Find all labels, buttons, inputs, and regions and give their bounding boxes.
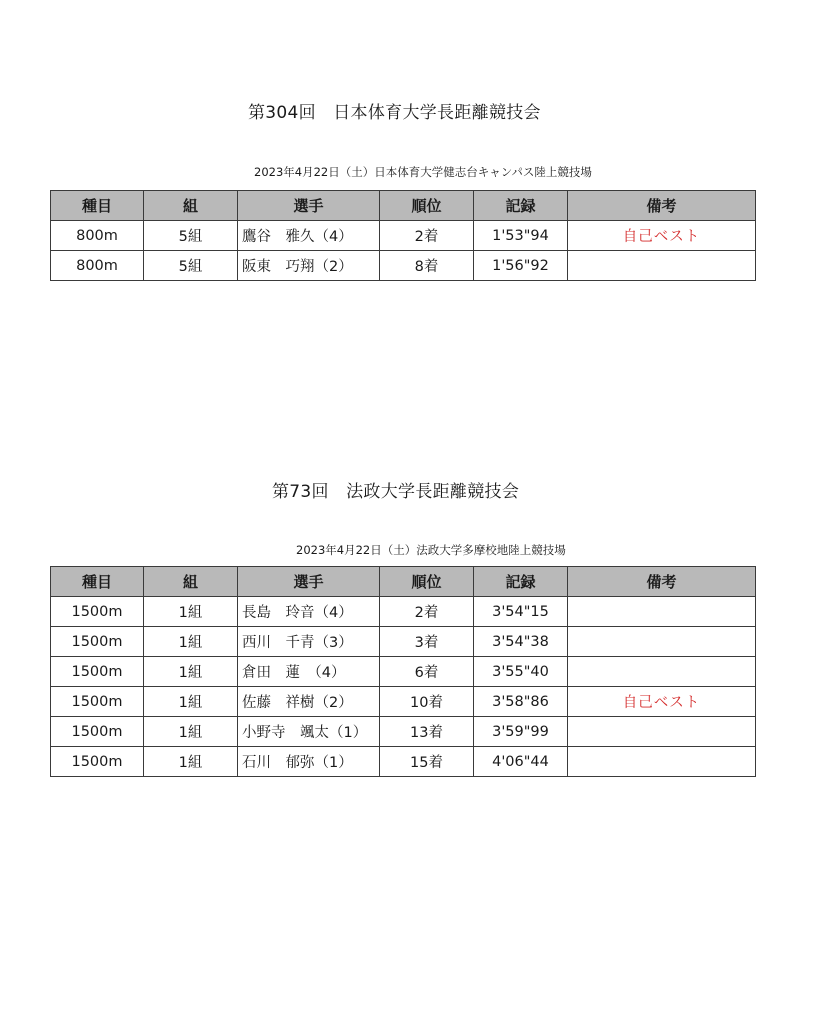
header-heat: 組 bbox=[144, 567, 238, 597]
table-row bbox=[51, 221, 756, 251]
record-cell: 1'56"92 bbox=[474, 251, 568, 281]
athlete-cell: 西川 千青（3） bbox=[238, 627, 380, 657]
note-cell bbox=[568, 657, 756, 687]
table-row bbox=[51, 597, 756, 627]
meet-title: 第73回 法政大学長距離競技会 bbox=[272, 482, 520, 502]
record-cell: 3'58"86 bbox=[474, 687, 568, 717]
header-record: 記録 bbox=[474, 191, 568, 221]
event-cell: 1500m bbox=[51, 717, 144, 747]
record-cell: 4'06"44 bbox=[474, 747, 568, 777]
place-cell: 3着 bbox=[380, 627, 474, 657]
heat-cell: 5組 bbox=[144, 251, 238, 281]
table-row bbox=[51, 717, 756, 747]
header-place: 順位 bbox=[380, 191, 474, 221]
header-event: 種目 bbox=[51, 567, 144, 597]
header-place: 順位 bbox=[380, 567, 474, 597]
header-heat: 組 bbox=[144, 191, 238, 221]
header-record: 記録 bbox=[474, 567, 568, 597]
header-athlete: 選手 bbox=[238, 567, 380, 597]
header-event: 種目 bbox=[51, 191, 144, 221]
meet-venue: 2023年4月22日（土）法政大学多摩校地陸上競技場 bbox=[296, 543, 566, 557]
meet-venue: 2023年4月22日（土）日本体育大学健志台キャンパス陸上競技場 bbox=[254, 165, 592, 179]
athlete-cell: 倉田 蓮 （4） bbox=[238, 657, 380, 687]
heat-cell: 1組 bbox=[144, 657, 238, 687]
meet-title: 第304回 日本体育大学長距離競技会 bbox=[248, 103, 541, 123]
athlete-cell: 鷹谷 雅久（4） bbox=[238, 221, 380, 251]
place-cell: 2着 bbox=[380, 221, 474, 251]
record-cell: 3'59"99 bbox=[474, 717, 568, 747]
header-note: 備考 bbox=[568, 191, 756, 221]
note-cell bbox=[568, 627, 756, 657]
note-cell bbox=[568, 251, 756, 281]
header-row bbox=[51, 567, 756, 597]
event-cell: 1500m bbox=[51, 627, 144, 657]
event-cell: 800m bbox=[51, 221, 144, 251]
event-cell: 1500m bbox=[51, 657, 144, 687]
record-cell: 1'53"94 bbox=[474, 221, 568, 251]
heat-cell: 1組 bbox=[144, 627, 238, 657]
results-table bbox=[50, 566, 756, 777]
note-cell: 自己ベスト bbox=[568, 687, 756, 717]
heat-cell: 1組 bbox=[144, 597, 238, 627]
athlete-cell: 小野寺 颯太（1） bbox=[238, 717, 380, 747]
event-cell: 1500m bbox=[51, 687, 144, 717]
place-cell: 10着 bbox=[380, 687, 474, 717]
note-cell: 自己ベスト bbox=[568, 221, 756, 251]
table-row bbox=[51, 657, 756, 687]
place-cell: 2着 bbox=[380, 597, 474, 627]
table-row bbox=[51, 687, 756, 717]
table-row bbox=[51, 251, 756, 281]
event-cell: 1500m bbox=[51, 597, 144, 627]
record-cell: 3'55"40 bbox=[474, 657, 568, 687]
header-athlete: 選手 bbox=[238, 191, 380, 221]
note-cell bbox=[568, 597, 756, 627]
event-cell: 1500m bbox=[51, 747, 144, 777]
header-note: 備考 bbox=[568, 567, 756, 597]
athlete-cell: 長島 玲音（4） bbox=[238, 597, 380, 627]
athlete-cell: 阪東 巧翔（2） bbox=[238, 251, 380, 281]
table-row bbox=[51, 747, 756, 777]
table-row bbox=[51, 627, 756, 657]
record-cell: 3'54"38 bbox=[474, 627, 568, 657]
athlete-cell: 石川 郁弥（1） bbox=[238, 747, 380, 777]
heat-cell: 1組 bbox=[144, 687, 238, 717]
place-cell: 13着 bbox=[380, 717, 474, 747]
note-cell bbox=[568, 717, 756, 747]
event-cell: 800m bbox=[51, 251, 144, 281]
record-cell: 3'54"15 bbox=[474, 597, 568, 627]
place-cell: 8着 bbox=[380, 251, 474, 281]
heat-cell: 1組 bbox=[144, 747, 238, 777]
results-table bbox=[50, 190, 756, 281]
note-cell bbox=[568, 747, 756, 777]
place-cell: 15着 bbox=[380, 747, 474, 777]
heat-cell: 1組 bbox=[144, 717, 238, 747]
header-row bbox=[51, 191, 756, 221]
place-cell: 6着 bbox=[380, 657, 474, 687]
athlete-cell: 佐藤 祥樹（2） bbox=[238, 687, 380, 717]
heat-cell: 5組 bbox=[144, 221, 238, 251]
